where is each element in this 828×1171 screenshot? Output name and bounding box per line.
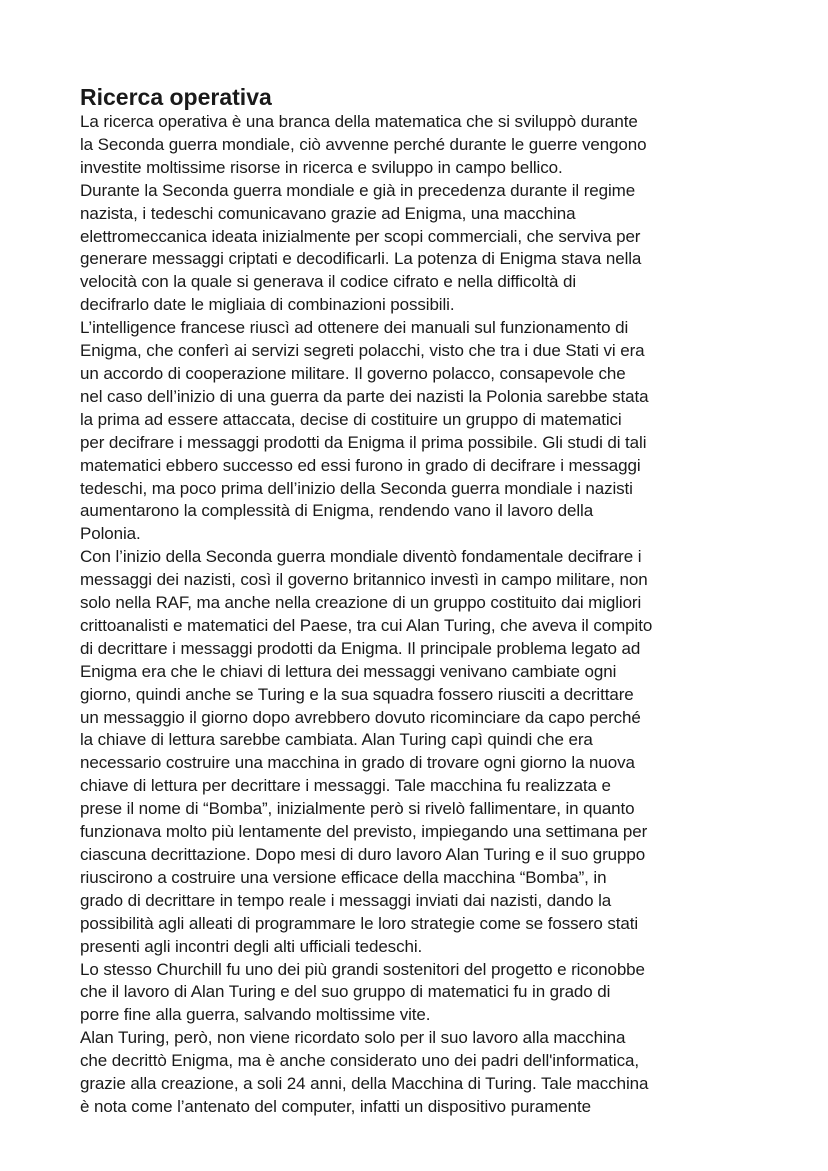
text-line: porre fine alla guerra, salvando moltissime vite.	[80, 1005, 431, 1025]
text-line: La ricerca operativa è una branca della matematica che si sviluppò durante	[80, 112, 638, 131]
text-line: L’intelligence francese riuscì ad ottenere dei manuali sul funzionamento di	[80, 318, 629, 338]
text-line: nazista, i tedeschi comunicavano grazie ad Enigma, una macchina	[80, 203, 576, 223]
text-line: che il lavoro di Alan Turing e del suo gruppo di matematici fu in grado di	[80, 982, 611, 1002]
text-line: tedeschi, ma poco prima dell’inizio della Seconda guerra mondiale i nazisti	[80, 478, 633, 498]
text-line: Alan Turing, però, non viene ricordato solo per il suo lavoro alla macchina	[80, 1028, 626, 1048]
text-line: elettromeccanica ideata inizialmente per scopi commerciali, che serviva per	[80, 226, 641, 246]
text-line: aumentarono la complessità di Enigma, rendendo vano il lavoro della	[80, 501, 594, 521]
paragraph	[80, 317, 750, 546]
text-line: presenti agli incontri degli alti ufficiali tedeschi.	[80, 936, 423, 956]
paragraph	[80, 180, 750, 317]
text-line: crittoanalisti e matematici del Paese, tra cui Alan Turing, che aveva il compito	[80, 615, 653, 635]
text-line: ciascuna decrittazione. Dopo mesi di duro lavoro Alan Turing e il suo gruppo	[80, 845, 646, 864]
text-line: la prima ad essere attaccata, decise di costituire un gruppo di matematici	[80, 409, 622, 429]
document-body	[80, 111, 750, 1119]
text-line: Durante la Seconda guerra mondiale e già in precedenza durante il regime	[80, 180, 636, 200]
text-line: prese il nome di “Bomba”, inizialmente però si rivelò fallimentare, in quanto	[80, 799, 635, 819]
text-line: grazie alla creazione, a soli 24 anni, della Macchina di Turing. Tale macchina	[80, 1074, 649, 1094]
text-line: un accordo di cooperazione militare. Il governo polacco, consapevole che	[80, 363, 626, 383]
text-line: Enigma era che le chiavi di lettura dei messaggi venivano cambiate ogni	[80, 661, 617, 681]
text-line: la chiave di lettura sarebbe cambiata. Alan Turing capì quindi che era	[80, 730, 593, 750]
text-line: Polonia.	[80, 524, 141, 544]
text-line: di decrittare i messaggi prodotti da Enigma. Il principale problema legato ad	[80, 638, 641, 658]
text-line: grado di decrittare in tempo reale i messaggi inviati dai nazisti, dando la	[80, 890, 612, 910]
text-line: per decifrare i messaggi prodotti da Enigma il prima possibile. Gli studi di tali	[80, 432, 647, 452]
text-line: solo nella RAF, ma anche nella creazione di un gruppo costituito dai migliori	[80, 593, 642, 613]
paragraph	[80, 111, 750, 180]
document-title: Ricerca operativa	[80, 84, 272, 110]
text-line: Con l’inizio della Seconda guerra mondiale diventò fondamentale decifrare i	[80, 547, 642, 567]
text-line: Lo stesso Churchill fu uno dei più grandi sostenitori del progetto e riconobbe	[80, 959, 645, 979]
text-line: decifrarlo date le migliaia di combinazioni possibili.	[80, 295, 455, 315]
text-line: un messaggio il giorno dopo avrebbero dovuto ricominciare da capo perché	[80, 707, 641, 727]
text-line: riuscirono a costruire una versione efficace della macchina “Bomba”, in	[80, 867, 607, 887]
text-line: funzionava molto più lentamente del previsto, impiegando una settimana per	[80, 822, 648, 842]
text-line: necessario costruire una macchina in grado di trovare ogni giorno la nuova	[80, 753, 635, 773]
text-line: Enigma, che conferì ai servizi segreti polacchi, visto che tra i due Stati vi era	[80, 341, 645, 361]
text-line: velocità con la quale si generava il codice cifrato e nella difficoltà di	[80, 272, 577, 292]
text-line: giorno, quindi anche se Turing e la sua squadra fossero riusciti a decrittare	[80, 684, 634, 704]
text-line: che decrittò Enigma, ma è anche considerato uno dei padri dell'informatica,	[80, 1051, 639, 1071]
paragraph	[80, 959, 750, 1028]
text-line: chiave di lettura per decrittare i messaggi. Tale macchina fu realizzata e	[80, 776, 611, 796]
text-line: generare messaggi criptati e decodificarli. La potenza di Enigma stava nella	[80, 249, 642, 269]
text-line: possibilità agli alleati di programmare le loro strategie come se fossero stati	[80, 913, 639, 933]
text-line: è nota come l’antenato del computer, infatti un dispositivo puramente	[80, 1096, 591, 1116]
text-line: nel caso dell’inizio di una guerra da parte dei nazisti la Polonia sarebbe stata	[80, 386, 649, 406]
text-line: messaggi dei nazisti, così il governo britannico investì in campo militare, non	[80, 570, 648, 590]
paragraph	[80, 546, 750, 958]
document-page	[80, 84, 750, 1119]
text-line: matematici ebbero successo ed essi furono in grado di decifrare i messaggi	[80, 455, 641, 475]
text-line: la Seconda guerra mondiale, ciò avvenne perché durante le guerre vengono	[80, 134, 647, 154]
paragraph	[80, 1027, 750, 1119]
text-line: investite moltissime risorse in ricerca e sviluppo in campo bellico.	[80, 157, 563, 177]
